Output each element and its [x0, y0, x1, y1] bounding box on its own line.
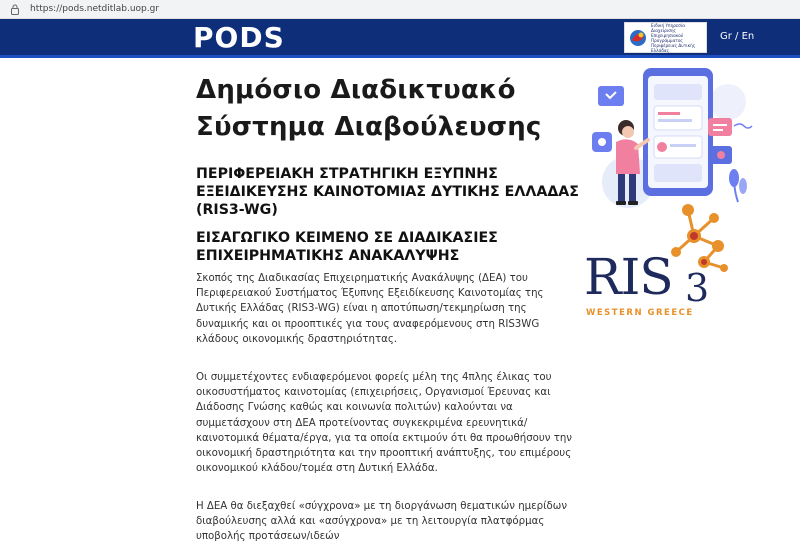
logo-text: PODS — [193, 21, 285, 54]
language-switch[interactable]: Gr / En — [720, 31, 755, 42]
partner-emblem-icon — [628, 26, 648, 50]
ris3-logo-superscript: 3 — [685, 266, 710, 310]
intro-paragraph: Σκοπός της Διαδικασίας Επιχειρηματικής Ανακάλυψης (ΔΕΑ) του Περιφερειακού Συστήματος Έξυπνης Εξειδίκευσης Καινοτομίας της Δυτικής Ελλάδας (RIS3-WG) είναι η αποτύπωση/τεκμηρίωση της δυναμικής και οι προοπτικές για τους αναφερόμενους στη RIS3WG κλάδους οικονομικής δραστηριότητας. — [196, 273, 544, 345]
pods-logo[interactable] — [193, 23, 285, 53]
process-paragraph: Η ΔΕΑ θα διεξαχθεί «σύγχρονα» με τη διοργάνωση θεματικών ημερίδων διαβούλευσης αλλά και «ασύγχρονα» με τη λειτουργία πλατφόρμας υποβολής προτάσεων/ιδεών — [196, 501, 568, 543]
partner-logo[interactable] — [624, 22, 707, 53]
browser-address-bar[interactable] — [0, 0, 800, 19]
ris3-logo-main: RIS — [584, 248, 673, 306]
ris3-logo — [584, 250, 734, 322]
lock-icon — [8, 2, 22, 16]
strategy-heading: ΠΕΡΙΦΕΡΕΙΑΚΗ ΣΤΡΑΤΗΓΙΚΗ ΕΞΥΠΝΗΣ ΕΞΕΙΔΙΚΕΥΣΗΣ ΚΑΙΝΟΤΟΜΙΑΣ ΔΥΤΙΚΗΣ ΕΛΛΑΔΑΣ (RIS3-WG) — [196, 166, 579, 218]
ris3-logo-subtitle: WESTERN GREECE — [586, 308, 694, 318]
page-title: Δημόσιο Διαδικτυακό Σύστημα Διαβούλευσης — [196, 75, 542, 142]
consultation-illustration — [588, 62, 754, 212]
site-header — [0, 19, 800, 58]
intro-heading: ΕΙΣΑΓΩΓΙΚΟ ΚΕΙΜΕΝΟ ΣΕ ΔΙΑΔΙΚΑΣΙΕΣ ΕΠΙΧΕΙΡΗΜΑΤΙΚΗΣ ΑΝΑΚΑΛΥΨΗΣ — [196, 230, 498, 264]
participants-paragraph: Οι συμμετέχοντες ενδιαφερόμενοι φορείς μέλη της 4πλης έλικας του οικοσυστήματος καινοτομίας (επιχειρήσεις, Οργανισμοί Έρευνας και Διάδοσης Γνώσης καθώς και κοινωνία πολιτών) καλούνται να συμμετάσχουν στη ΔΕΑ προτείνοντας συγκεκριμένα ερευνητικά/καινοτομικά θέματα/έργα, για τα οποία εκτιμούν ότι θα προωθήσουν την οικονομική δραστηριότητα και την προοπτική ανάπτυξης, του επιμέρους οικονομικού κλάδου/τομέα στη Δυτική Ελλάδα. — [196, 372, 572, 475]
partner-logo-text: Ειδική Υπηρεσία Διαχείρισης Επιχειρησιακού Προγράμματος Περιφέρειας Δυτικής Ελλάδας — [651, 22, 696, 53]
url-text[interactable]: https://pods.netditlab.uop.gr — [30, 4, 160, 14]
